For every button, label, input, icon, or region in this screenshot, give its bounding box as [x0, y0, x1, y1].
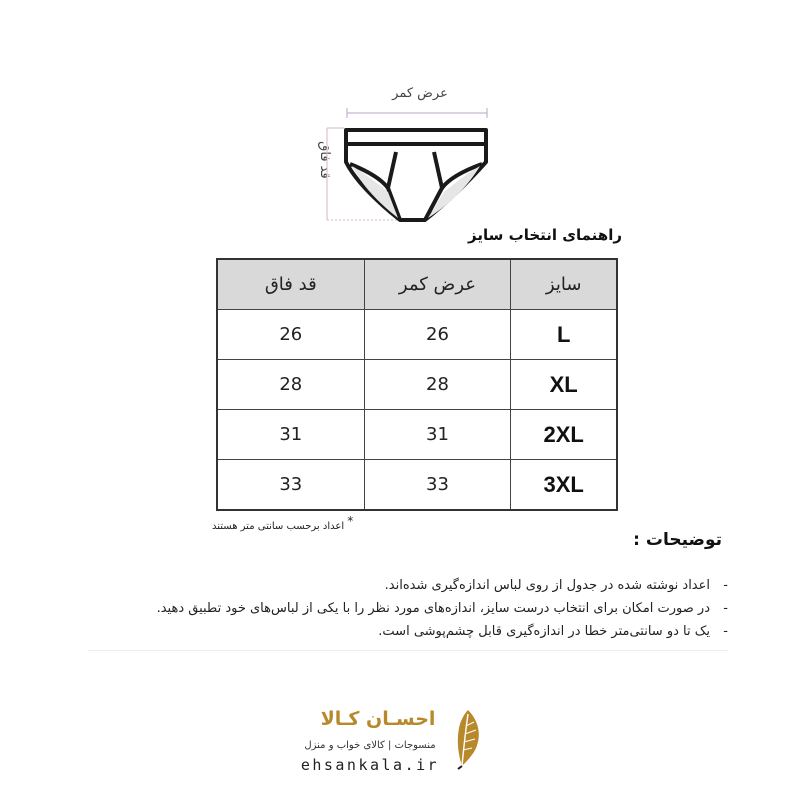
size-guide-title: راهنمای انتخاب سایز [468, 226, 622, 244]
feather-icon [448, 708, 484, 770]
underwear-outline [346, 130, 486, 220]
list-item: -در صورت امکان برای انتخاب درست سایز، اندازه‌های مورد نظر را با یکی از لباس‌های خود تطبیق دهید. [156, 601, 728, 616]
size-cell: 3XL [511, 460, 617, 511]
footnote-star: * [347, 514, 354, 528]
rise-cell: 31 [217, 410, 364, 460]
waist-width-label: عرض کمر [392, 86, 448, 101]
rise-cell: 33 [217, 460, 364, 511]
table-header-row [217, 259, 617, 310]
table-row [217, 410, 617, 460]
underwear-diagram [300, 80, 520, 230]
list-item: -اعداد نوشته شده در جدول از روی لباس اندازه‌گیری شده‌اند. [384, 578, 728, 593]
list-item: -یک تا دو سانتی‌متر خطا در اندازه‌گیری قابل چشم‌پوشی است. [378, 624, 728, 639]
units-footnote [212, 514, 372, 532]
size-cell: 2XL [511, 410, 617, 460]
header-size: سایز [511, 259, 617, 310]
footnote-text: اعداد برحسب سانتی متر هستند [212, 521, 345, 532]
table-row [217, 310, 617, 360]
waist-cell: 33 [364, 460, 511, 511]
description-title: توضیحات : [633, 530, 722, 550]
description-list [88, 574, 728, 643]
divider [88, 650, 728, 651]
table-row [217, 460, 617, 511]
rise-length-label: قد فاق [317, 141, 332, 179]
size-table [216, 258, 618, 511]
header-waist: عرض کمر [364, 259, 511, 310]
rise-cell: 26 [217, 310, 364, 360]
brand-name: احسـان کـالا [320, 708, 436, 730]
brand-tagline: منسوجات | کالای خواب و منزل [304, 740, 436, 751]
waist-cell: 31 [364, 410, 511, 460]
size-cell: XL [511, 360, 617, 410]
brand-url: ehsankala.ir [300, 756, 440, 774]
rise-cell: 28 [217, 360, 364, 410]
waist-cell: 26 [364, 310, 511, 360]
size-cell: L [511, 310, 617, 360]
table-row [217, 360, 617, 410]
header-rise: قد فاق [217, 259, 364, 310]
waist-cell: 28 [364, 360, 511, 410]
